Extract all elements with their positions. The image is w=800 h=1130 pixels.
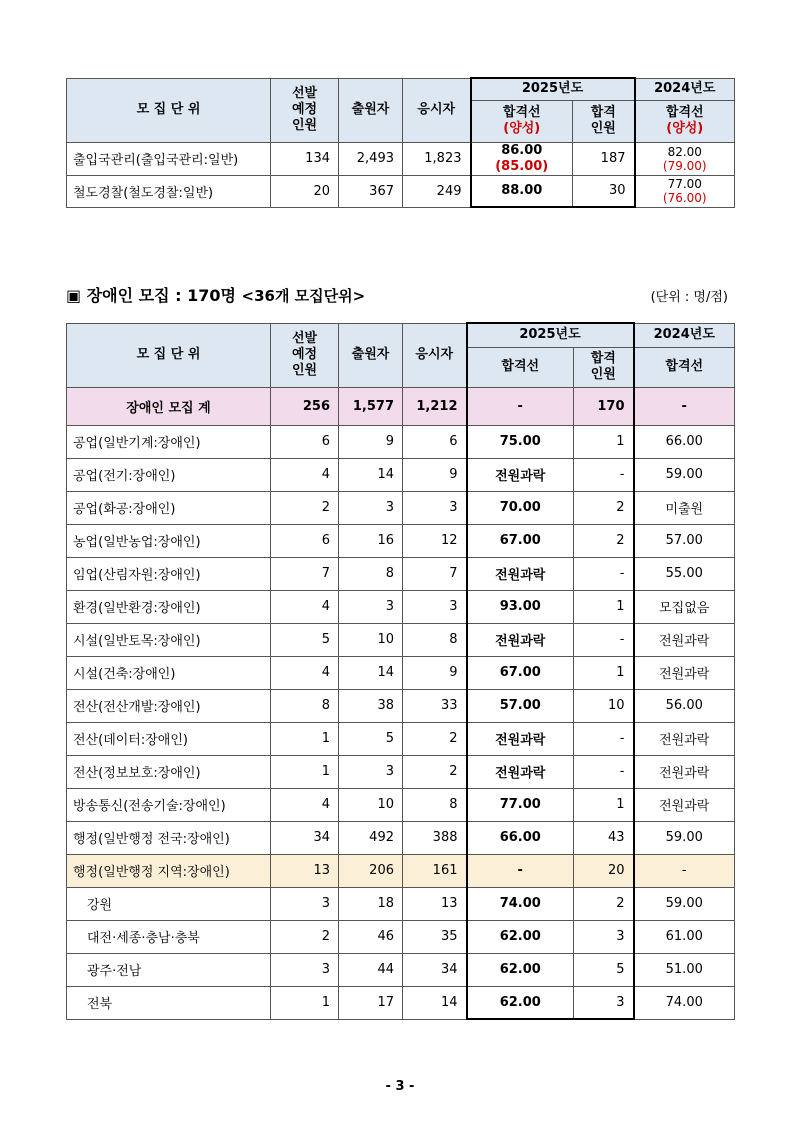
applicants-cell: 18 bbox=[339, 887, 403, 920]
cutoff-2025-cell bbox=[471, 142, 573, 175]
cutoff-2024-cell bbox=[635, 142, 735, 175]
applicants-cell: 16 bbox=[339, 524, 403, 557]
examinees-cell: 3 bbox=[403, 491, 467, 524]
passed-cell: - bbox=[574, 458, 634, 491]
unit-cell: 환경(일반환경:장애인) bbox=[67, 590, 271, 623]
applicants-cell: 492 bbox=[339, 821, 403, 854]
unit-cell: 전산(전산개발:장애인) bbox=[67, 689, 271, 722]
passed-cell: 10 bbox=[574, 689, 634, 722]
table-body bbox=[67, 425, 735, 854]
cutoff-value: 86.00 bbox=[501, 142, 543, 158]
header-year-2024: 2024년도 bbox=[634, 323, 735, 347]
planned-cell: 8 bbox=[271, 689, 339, 722]
header-planned-line: 인원 bbox=[291, 363, 318, 378]
table-row bbox=[67, 425, 735, 458]
cutoff-2025-cell: 전원과락 bbox=[467, 623, 574, 656]
unit-cell: 공업(화공:장애인) bbox=[67, 491, 271, 524]
passed-cell: 2 bbox=[574, 491, 634, 524]
cutoff-2024-cell bbox=[635, 175, 735, 207]
header-passed-line: 인원 bbox=[590, 367, 616, 382]
cutoff-2025-cell: 67.00 bbox=[467, 656, 574, 689]
examinees-cell: 249 bbox=[403, 175, 471, 207]
cutoff-2024-cell: 전원과락 bbox=[634, 722, 735, 755]
examinees-cell: 12 bbox=[403, 524, 467, 557]
section-title: 장애인 모집 : 170명 bbox=[86, 286, 236, 305]
table-row bbox=[67, 458, 735, 491]
passed-cell: - bbox=[574, 755, 634, 788]
header-cutoff-2025: 합격선 bbox=[467, 347, 574, 387]
total-row bbox=[67, 387, 735, 425]
applicants-cell: 3 bbox=[339, 755, 403, 788]
cutoff-2025-cell: 70.00 bbox=[467, 491, 574, 524]
applicants-cell: 10 bbox=[339, 623, 403, 656]
cutoff-2025-cell: 93.00 bbox=[467, 590, 574, 623]
unit-cell: 임업(산림자원:장애인) bbox=[67, 557, 271, 590]
cutoff-2024-cell: 51.00 bbox=[634, 953, 735, 986]
unit-cell: 장애인 모집 계 bbox=[67, 387, 271, 425]
passed-cell: 2 bbox=[574, 887, 634, 920]
planned-cell: 7 bbox=[271, 557, 339, 590]
table-row bbox=[67, 920, 735, 953]
examinees-cell: 7 bbox=[403, 557, 467, 590]
unit-cell: 행정(일반행정 전국:장애인) bbox=[67, 821, 271, 854]
planned-cell: 4 bbox=[271, 458, 339, 491]
cutoff-2024-cell: - bbox=[634, 387, 735, 425]
header-planned-line: 예정 bbox=[291, 347, 318, 362]
cutoff-2024-cell: 59.00 bbox=[634, 458, 735, 491]
cutoff-2024-cell: 57.00 bbox=[634, 524, 735, 557]
regional-table-body bbox=[67, 854, 735, 1019]
cutoff-2024-cell: 전원과락 bbox=[634, 656, 735, 689]
passed-cell: 1 bbox=[574, 425, 634, 458]
header-planned bbox=[271, 78, 339, 142]
applicants-cell: 17 bbox=[339, 986, 403, 1019]
unit-cell: 공업(전기:장애인) bbox=[67, 458, 271, 491]
planned-cell: 134 bbox=[271, 142, 339, 175]
header-year-2025: 2025년도 bbox=[467, 323, 634, 347]
applicants-cell: 3 bbox=[339, 491, 403, 524]
header-planned bbox=[271, 323, 339, 387]
examinees-cell: 14 bbox=[403, 986, 467, 1019]
examinees-cell: 1,823 bbox=[403, 142, 471, 175]
table-row bbox=[67, 557, 735, 590]
section-heading bbox=[66, 283, 365, 306]
unit-cell: 행정(일반행정 지역:장애인) bbox=[67, 854, 271, 887]
cutoff-value: 77.00 bbox=[667, 177, 702, 191]
table-row bbox=[67, 175, 735, 207]
unit-cell: 출입국관리(출입국관리:일반) bbox=[67, 142, 271, 175]
header-applicants: 출원자 bbox=[339, 78, 403, 142]
planned-cell: 3 bbox=[271, 887, 339, 920]
passed-cell: 187 bbox=[573, 142, 635, 175]
header-examinees: 응시자 bbox=[403, 78, 471, 142]
table-row bbox=[67, 656, 735, 689]
planned-cell: 4 bbox=[271, 656, 339, 689]
table-row bbox=[67, 689, 735, 722]
header-passed-line: 합격 bbox=[590, 351, 616, 366]
unit-cell: 철도경찰(철도경찰:일반) bbox=[67, 175, 271, 207]
examinees-cell: 9 bbox=[403, 458, 467, 491]
examinees-cell: 8 bbox=[403, 623, 467, 656]
cutoff-2024-cell: 미출원 bbox=[634, 491, 735, 524]
examinees-cell: 8 bbox=[403, 788, 467, 821]
cutoff-2024-cell: - bbox=[634, 854, 735, 887]
cutoff-2025-cell: 77.00 bbox=[467, 788, 574, 821]
planned-cell: 4 bbox=[271, 590, 339, 623]
applicants-cell: 38 bbox=[339, 689, 403, 722]
examinees-cell: 13 bbox=[403, 887, 467, 920]
cutoff-2025-cell: 62.00 bbox=[467, 920, 574, 953]
passed-cell: 1 bbox=[574, 788, 634, 821]
unit-cell: 강원 bbox=[67, 887, 271, 920]
table-row bbox=[67, 524, 735, 557]
planned-cell: 6 bbox=[271, 524, 339, 557]
table-row bbox=[67, 854, 735, 887]
planned-cell: 1 bbox=[271, 986, 339, 1019]
planned-cell: 4 bbox=[271, 788, 339, 821]
header-cutoff-label: 합격선 bbox=[665, 105, 704, 120]
table-row bbox=[67, 722, 735, 755]
table-row bbox=[67, 755, 735, 788]
applicants-cell: 14 bbox=[339, 458, 403, 491]
examinees-cell: 1,212 bbox=[403, 387, 467, 425]
cutoff-2024-cell: 전원과락 bbox=[634, 788, 735, 821]
planned-cell: 6 bbox=[271, 425, 339, 458]
examinees-cell: 35 bbox=[403, 920, 467, 953]
header-cutoff-sub: (양성) bbox=[503, 121, 541, 136]
examinees-cell: 9 bbox=[403, 656, 467, 689]
header-planned-line: 선발 bbox=[291, 331, 318, 346]
examinees-cell: 3 bbox=[403, 590, 467, 623]
planned-cell: 2 bbox=[271, 920, 339, 953]
unit-cell: 농업(일반농업:장애인) bbox=[67, 524, 271, 557]
section-subtitle: <36개 모집단위> bbox=[241, 287, 366, 305]
cutoff-2025-cell: - bbox=[467, 854, 574, 887]
applicants-cell: 206 bbox=[339, 854, 403, 887]
header-applicants: 출원자 bbox=[339, 323, 403, 387]
cutoff-2024-cell: 59.00 bbox=[634, 887, 735, 920]
passed-cell: 43 bbox=[574, 821, 634, 854]
table-row bbox=[67, 491, 735, 524]
table-row bbox=[67, 821, 735, 854]
cutoff-2025-cell: 74.00 bbox=[467, 887, 574, 920]
header-unit: 모 집 단 위 bbox=[67, 323, 271, 387]
cutoff-2025-cell: 75.00 bbox=[467, 425, 574, 458]
cutoff-2025-cell: 57.00 bbox=[467, 689, 574, 722]
cutoff-value: 82.00 bbox=[667, 144, 702, 159]
planned-cell: 2 bbox=[271, 491, 339, 524]
header-year-2025: 2025년도 bbox=[471, 78, 635, 100]
cutoff-2025-cell: 전원과락 bbox=[467, 458, 574, 491]
passed-cell: 5 bbox=[574, 953, 634, 986]
header-planned-line: 예정 bbox=[291, 102, 318, 117]
header-passed-line: 합격 bbox=[590, 105, 616, 120]
cutoff-2025-cell: 전원과락 bbox=[467, 557, 574, 590]
unit-cell: 전북 bbox=[67, 986, 271, 1019]
header-passed bbox=[573, 100, 635, 142]
applicants-cell: 46 bbox=[339, 920, 403, 953]
cutoff-2024-cell: 74.00 bbox=[634, 986, 735, 1019]
planned-cell: 13 bbox=[271, 854, 339, 887]
unit-cell: 공업(일반기계:장애인) bbox=[67, 425, 271, 458]
passed-cell: 3 bbox=[574, 986, 634, 1019]
cutoff-sub-value: (76.00) bbox=[662, 191, 707, 205]
cutoff-2024-cell: 66.00 bbox=[634, 425, 735, 458]
passed-cell: - bbox=[574, 722, 634, 755]
table-row bbox=[67, 788, 735, 821]
unit-cell: 방송통신(전송기술:장애인) bbox=[67, 788, 271, 821]
unit-cell: 대전·세종·충남·충북 bbox=[67, 920, 271, 953]
cutoff-2025-cell: 전원과락 bbox=[467, 722, 574, 755]
planned-cell: 3 bbox=[271, 953, 339, 986]
header-cutoff-sub: (양성) bbox=[666, 121, 704, 136]
header-cutoff-2024: 합격선 bbox=[634, 347, 735, 387]
examinees-cell: 2 bbox=[403, 755, 467, 788]
table-row bbox=[67, 590, 735, 623]
header-passed bbox=[574, 347, 634, 387]
unit-cell: 시설(일반토목:장애인) bbox=[67, 623, 271, 656]
applicants-cell: 10 bbox=[339, 788, 403, 821]
planned-cell: 1 bbox=[271, 755, 339, 788]
header-year-2024: 2024년도 bbox=[635, 78, 735, 100]
examinees-cell: 6 bbox=[403, 425, 467, 458]
table-row bbox=[67, 986, 735, 1019]
applicants-cell: 3 bbox=[339, 590, 403, 623]
header-passed-line: 인원 bbox=[590, 121, 616, 136]
passed-cell: 3 bbox=[574, 920, 634, 953]
header-cutoff-label: 합격선 bbox=[502, 105, 541, 120]
disabled-recruitment-table bbox=[66, 322, 735, 1020]
applicants-cell: 44 bbox=[339, 953, 403, 986]
cutoff-2024-cell: 59.00 bbox=[634, 821, 735, 854]
applicants-cell: 9 bbox=[339, 425, 403, 458]
applicants-cell: 5 bbox=[339, 722, 403, 755]
planned-cell: 5 bbox=[271, 623, 339, 656]
cutoff-2024-cell: 56.00 bbox=[634, 689, 735, 722]
table-row bbox=[67, 623, 735, 656]
cutoff-sub-value: (85.00) bbox=[495, 158, 549, 174]
cutoff-2025-cell: 66.00 bbox=[467, 821, 574, 854]
passed-cell: 1 bbox=[574, 656, 634, 689]
passed-cell: 2 bbox=[574, 524, 634, 557]
applicants-cell: 367 bbox=[339, 175, 403, 207]
header-examinees: 응시자 bbox=[403, 323, 467, 387]
examinees-cell: 2 bbox=[403, 722, 467, 755]
unit-cell: 전산(데이터:장애인) bbox=[67, 722, 271, 755]
cutoff-2024-cell: 61.00 bbox=[634, 920, 735, 953]
unit-cell: 광주·전남 bbox=[67, 953, 271, 986]
examinees-cell: 33 bbox=[403, 689, 467, 722]
cutoff-2025-cell: 62.00 bbox=[467, 986, 574, 1019]
cutoff-2025-cell: 88.00 bbox=[471, 175, 573, 207]
planned-cell: 20 bbox=[271, 175, 339, 207]
passed-cell: 20 bbox=[574, 854, 634, 887]
header-planned-line: 선발 bbox=[291, 86, 318, 101]
examinees-cell: 161 bbox=[403, 854, 467, 887]
general-recruitment-table bbox=[66, 77, 735, 208]
cutoff-2025-cell: 62.00 bbox=[467, 953, 574, 986]
page-number: - 3 - bbox=[385, 1079, 415, 1094]
passed-cell: - bbox=[574, 557, 634, 590]
planned-cell: 256 bbox=[271, 387, 339, 425]
cutoff-sub-value: (79.00) bbox=[662, 158, 707, 173]
planned-cell: 34 bbox=[271, 821, 339, 854]
cutoff-2025-cell: - bbox=[467, 387, 574, 425]
unit-note: (단위 : 명/점) bbox=[650, 290, 728, 305]
table-row bbox=[67, 887, 735, 920]
header-planned-line: 인원 bbox=[291, 118, 318, 133]
cutoff-2024-cell: 모집없음 bbox=[634, 590, 735, 623]
examinees-cell: 388 bbox=[403, 821, 467, 854]
table-row bbox=[67, 142, 735, 175]
passed-cell: - bbox=[574, 623, 634, 656]
applicants-cell: 14 bbox=[339, 656, 403, 689]
passed-cell: 170 bbox=[574, 387, 634, 425]
unit-cell: 시설(건축:장애인) bbox=[67, 656, 271, 689]
planned-cell: 1 bbox=[271, 722, 339, 755]
unit-cell: 전산(정보보호:장애인) bbox=[67, 755, 271, 788]
cutoff-2024-cell: 55.00 bbox=[634, 557, 735, 590]
passed-cell: 30 bbox=[573, 175, 635, 207]
applicants-cell: 2,493 bbox=[339, 142, 403, 175]
header-cutoff-2024 bbox=[635, 100, 735, 142]
cutoff-2024-cell: 전원과락 bbox=[634, 623, 735, 656]
square-marker-icon: ▣ bbox=[66, 286, 82, 305]
applicants-cell: 8 bbox=[339, 557, 403, 590]
header-cutoff-2025 bbox=[471, 100, 573, 142]
cutoff-2025-cell: 67.00 bbox=[467, 524, 574, 557]
table-row bbox=[67, 953, 735, 986]
cutoff-2025-cell: 전원과락 bbox=[467, 755, 574, 788]
applicants-cell: 1,577 bbox=[339, 387, 403, 425]
cutoff-2024-cell: 전원과락 bbox=[634, 755, 735, 788]
examinees-cell: 34 bbox=[403, 953, 467, 986]
passed-cell: 1 bbox=[574, 590, 634, 623]
header-unit: 모 집 단 위 bbox=[67, 78, 271, 142]
